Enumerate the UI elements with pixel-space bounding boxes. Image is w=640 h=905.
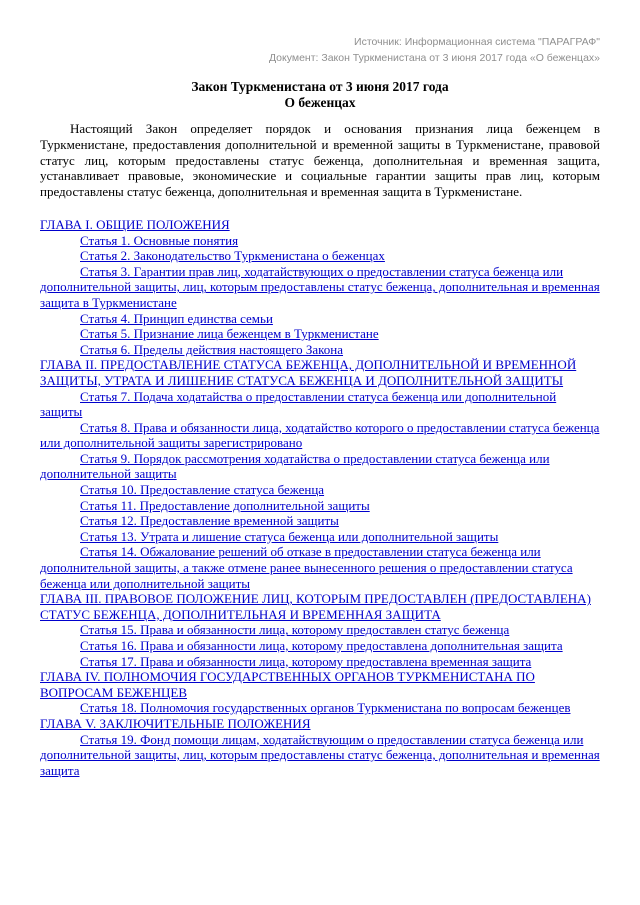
toc-article-item [40, 498, 600, 514]
toc-chapter-link[interactable]: ГЛАВА I. ОБЩИЕ ПОЛОЖЕНИЯ [40, 216, 230, 232]
toc-article-item [40, 233, 600, 249]
toc-article-item [40, 732, 600, 779]
toc-chapter-link[interactable]: ГЛАВА V. ЗАКЛЮЧИТЕЛЬНЫЕ ПОЛОЖЕНИЯ [40, 715, 311, 731]
toc-article-link[interactable]: Статья 5. Признание лица беженцем в Туркменистане [80, 326, 379, 342]
toc-article-link[interactable]: Статья 19. Фонд помощи лицам, ходатайствующим о предоставлении статуса беженца или дополнительной защиты, лиц, которым предоставлены статус беженца, дополнительная и временная защита [40, 731, 600, 778]
toc-article-item [40, 700, 600, 716]
toc-chapter-item [40, 591, 600, 622]
toc-article-link[interactable]: Статья 8. Права и обязанности лица, ходатайство которого о предоставлении статуса беженца или дополнительной защиты зарегистрировано [40, 419, 600, 451]
toc-article-item [40, 622, 600, 638]
toc-chapter-item [40, 669, 600, 700]
toc-article-link[interactable]: Статья 14. Обжалование решений об отказе в предоставлении статуса беженца или дополнительной защиты, а также отмене ранее вынесенного решения о предоставлении статуса беженца или дополнительной защиты [40, 544, 573, 591]
toc-article-link[interactable]: Статья 2. Законодательство Туркменистана о беженцах [80, 248, 385, 264]
title-line-2: О беженцах [284, 95, 356, 110]
toc-article-link[interactable]: Статья 16. Права и обязанности лица, которому предоставлена дополнительная защита [80, 638, 563, 654]
toc-list [40, 217, 600, 778]
toc-article-link[interactable]: Статья 13. Утрата и лишение статуса беженца или дополнительной защиты [80, 528, 499, 544]
source-line: Источник: Информационная система "ПАРАГРАФ" [354, 36, 600, 48]
toc-chapter-link[interactable]: ГЛАВА III. ПРАВОВОЕ ПОЛОЖЕНИЕ ЛИЦ, КОТОРЫМ ПРЕДОСТАВЛЕН (ПРЕДОСТАВЛЕНА) СТАТУС БЕЖЕНЦА, ДОПОЛНИТЕЛЬНАЯ И ВРЕМЕННАЯ ЗАЩИТА [40, 591, 591, 622]
toc-article-item [40, 342, 600, 358]
toc-article-link[interactable]: Статья 9. Порядок рассмотрения ходатайства о предоставлении статуса беженца или дополнительной защиты [40, 450, 550, 482]
toc-chapter-link[interactable]: ГЛАВА IV. ПОЛНОМОЧИЯ ГОСУДАРСТВЕННЫХ ОРГАНОВ ТУРКМЕНИСТАНА ПО ВОПРОСАМ БЕЖЕНЦЕВ [40, 669, 535, 700]
toc-article-item [40, 420, 600, 451]
toc-article-item [40, 638, 600, 654]
toc-article-link[interactable]: Статья 7. Подача ходатайства о предоставлении статуса беженца или дополнительной защиты [40, 388, 557, 420]
toc-article-item [40, 264, 600, 311]
toc-chapter-item [40, 357, 600, 388]
toc-chapter-link[interactable]: ГЛАВА II. ПРЕДОСТАВЛЕНИЕ СТАТУСА БЕЖЕНЦА, ДОПОЛНИТЕЛЬНОЙ И ВРЕМЕННОЙ ЗАЩИТЫ, УТРАТА И ЛИШЕНИЕ СТАТУСА БЕЖЕНЦА И ДОПОЛНИТЕЛЬНОЙ ЗАЩИТЫ [40, 357, 577, 388]
toc-article-link[interactable]: Статья 17. Права и обязанности лица, которому предоставлена временная защита [80, 653, 532, 669]
toc-article-item [40, 529, 600, 545]
toc-article-link[interactable]: Статья 10. Предоставление статуса беженца [80, 482, 325, 498]
toc-article-link[interactable]: Статья 15. Права и обязанности лица, которому предоставлен статус беженца [80, 622, 510, 638]
toc-article-item [40, 248, 600, 264]
toc-article-link[interactable]: Статья 3. Гарантии прав лиц, ходатайствующих о предоставлении статуса беженца или дополнительной защиты, лиц, которым предоставлены статус беженца, дополнительная и временная защита в Туркменистане [40, 263, 600, 310]
toc-article-item [40, 389, 600, 420]
toc-article-item [40, 482, 600, 498]
toc-article-item [40, 513, 600, 529]
document-meta [40, 34, 600, 66]
intro-paragraph: Настоящий Закон определяет порядок и основания признания лица беженцем в Туркменистане, предоставления дополнительной и временной защиты в Туркменистане, правовой статус лиц, которым предоставлены статус беженца, дополнительная и временная защита, устанавливает правовые, экономические и социальные гарантии защиты прав лиц, которым предоставлены статус беженца, дополнительная и временная защита в Туркменистане. [40, 121, 600, 200]
title-line-1: Закон Туркменистана от 3 июня 2017 года [191, 79, 449, 94]
toc-article-item [40, 326, 600, 342]
toc-article-item [40, 544, 600, 591]
toc-chapter-item [40, 217, 600, 233]
toc-article-link[interactable]: Статья 18. Полномочия государственных органов Туркменистана по вопросам беженцев [80, 700, 571, 716]
document-title [40, 79, 600, 111]
toc-article-link[interactable]: Статья 6. Пределы действия настоящего Закона [80, 341, 344, 357]
toc-article-link[interactable]: Статья 11. Предоставление дополнительной защиты [80, 497, 370, 513]
toc-article-link[interactable]: Статья 1. Основные понятия [80, 232, 239, 248]
toc-article-link[interactable]: Статья 4. Принцип единства семьи [80, 310, 273, 326]
toc-article-item [40, 451, 600, 482]
toc-chapter-item [40, 716, 600, 732]
toc-article-link[interactable]: Статья 12. Предоставление временной защиты [80, 513, 339, 529]
toc-article-item [40, 311, 600, 327]
toc-article-item [40, 654, 600, 670]
document-line: Документ: Закон Туркменистана от 3 июня 2017 года «О беженцах» [268, 52, 600, 64]
